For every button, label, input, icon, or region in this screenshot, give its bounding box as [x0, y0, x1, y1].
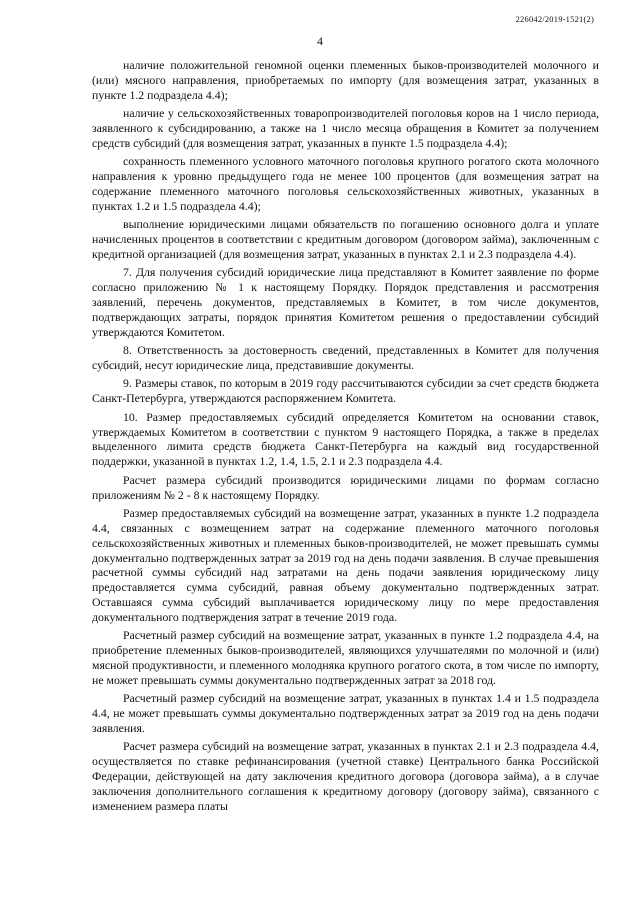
- paragraph-loan-obligations: выполнение юридическими лицами обязательств по погашению основного долга и уплате начисленных процентов в соответствии с кредитным договором (договором займа), заключенным с кредитной организацией (для возмещения затрат, указанных в пунктах 2.1 и 2.3 подраздела 4.4).: [92, 217, 599, 261]
- paragraph-cow-livestock: наличие у сельскохозяйственных товаропроизводителей поголовья коров на 1 число периода, заявленного к субсидированию, а также на 1 число месяца обращения в Комитет за получением средств субсидий (для возмещения затрат, указанных в пункте 1.5 подраздела 4.4);: [92, 106, 599, 150]
- paragraph-calculation-forms: Расчет размера субсидий производится юридическими лицами по формам согласно приложениям № 2 - 8 к настоящему Порядку.: [92, 472, 599, 502]
- paragraph-item-10: 10. Размер предоставляемых субсидий определяется Комитетом на основании ставок, утверждаемых Комитетом в соответствии с пунктом 9 настоящего Порядка, а также в пределах выделенного лимита средств бюджета Санкт-Петербурга на каждый вид государственной поддержки, указанной в пунктах 1.2, 1.4, 1.5, 2.1 и 2.3 подраздела 4.4.: [92, 409, 599, 469]
- paragraph-item-8: 8. Ответственность за достоверность сведений, представленных в Комитет для получения субсидий, несут юридические лица, представившие документы.: [92, 343, 599, 372]
- paragraph-breeding-stock-preservation: сохранность племенного условного маточного поголовья крупного рогатого скота молочного направления к уровню предыдущего года не менее 100 процентов (для возмещения затрат на содержание племенного маточного поголовья сельскохозяйственных животных, указанных в пунктах 1.2 и 1.5 подраздела 4.4);: [92, 154, 599, 213]
- paragraph-item-7: 7. Для получения субсидий юридические лица представляют в Комитет заявление по форме согласно приложению № 1 к настоящему Порядку. Порядок представления и рассмотрения заявлений, перечень документов, представляемых в Комитет, в том числе документов, подтверждающих затраты, порядок принятия Комитетом решения о предоставлении субсидий утверждаются Комитетом.: [92, 265, 599, 339]
- paragraph-calculated-size-1-4-1-5: Расчетный размер субсидий на возмещение затрат, указанных в пунктах 1.4 и 1.5 подраздела 4.4, не может превышать суммы документально подтвержденных затрат за 2019 год на день подачи заявления.: [92, 691, 599, 735]
- document-body: [92, 58, 599, 817]
- paragraph-subsidy-size-1-2: Размер предоставляемых субсидий на возмещение затрат, указанных в пункте 1.2 подраздела 4.4, связанных с возмещением затрат на содержание племенного маточного поголовья сельскохозяйственных животных и племенных быков-производителей, не может превышать суммы документально подтвержденных затрат за 2019 год на день подачи заявления. В случае превышения расчетной суммы субсидий над затратами на день подачи заявления юридическому лицу предоставляется сумма субсидий, равная объему документально подтвержденных затрат. Оставшаяся сумма субсидий выплачивается юридическому лицу по мере предоставления документального подтверждения затрат в течение 2019 года.: [92, 505, 599, 624]
- paragraph-calculation-2-1-2-3: Расчет размера субсидий на возмещение затрат, указанных в пунктах 2.1 и 2.3 подраздела 4.4, осуществляется по ставке рефинансирования (учетной ставке) Центрального банка Российской Федерации, действующей на дату заключения кредитного договора (договора займа), а в случае заключения дополнительного соглашения к кредитному договору (договору займа), связанного с изменением размера платы: [92, 739, 599, 813]
- page-number: 4: [317, 34, 323, 48]
- paragraph-calculated-size-1-2: Расчетный размер субсидий на возмещение затрат, указанных в пункте 1.2 подраздела 4.4, на приобретение племенных быков-производителей, являющихся улучшателями по молочной и (или) мясной продуктивности, и племенного молодняка крупного рогатого скота, в том числе по импорту, не может превышать суммы документально подтвержденных затрат за 2018 год.: [92, 628, 599, 687]
- paragraph-genomic-evaluation: наличие положительной геномной оценки племенных быков-производителей молочного и (или) мясного направления, приобретаемых по импорту (для возмещения затрат, указанных в пункте 1.2 подраздела 4.4);: [92, 58, 599, 102]
- paragraph-item-9: 9. Размеры ставок, по которым в 2019 году рассчитываются субсидии за счет средств бюджета Санкт-Петербурга, утверждаются распоряжением Комитета.: [92, 376, 599, 406]
- document-number: 226042/2019-1521(2): [515, 14, 594, 24]
